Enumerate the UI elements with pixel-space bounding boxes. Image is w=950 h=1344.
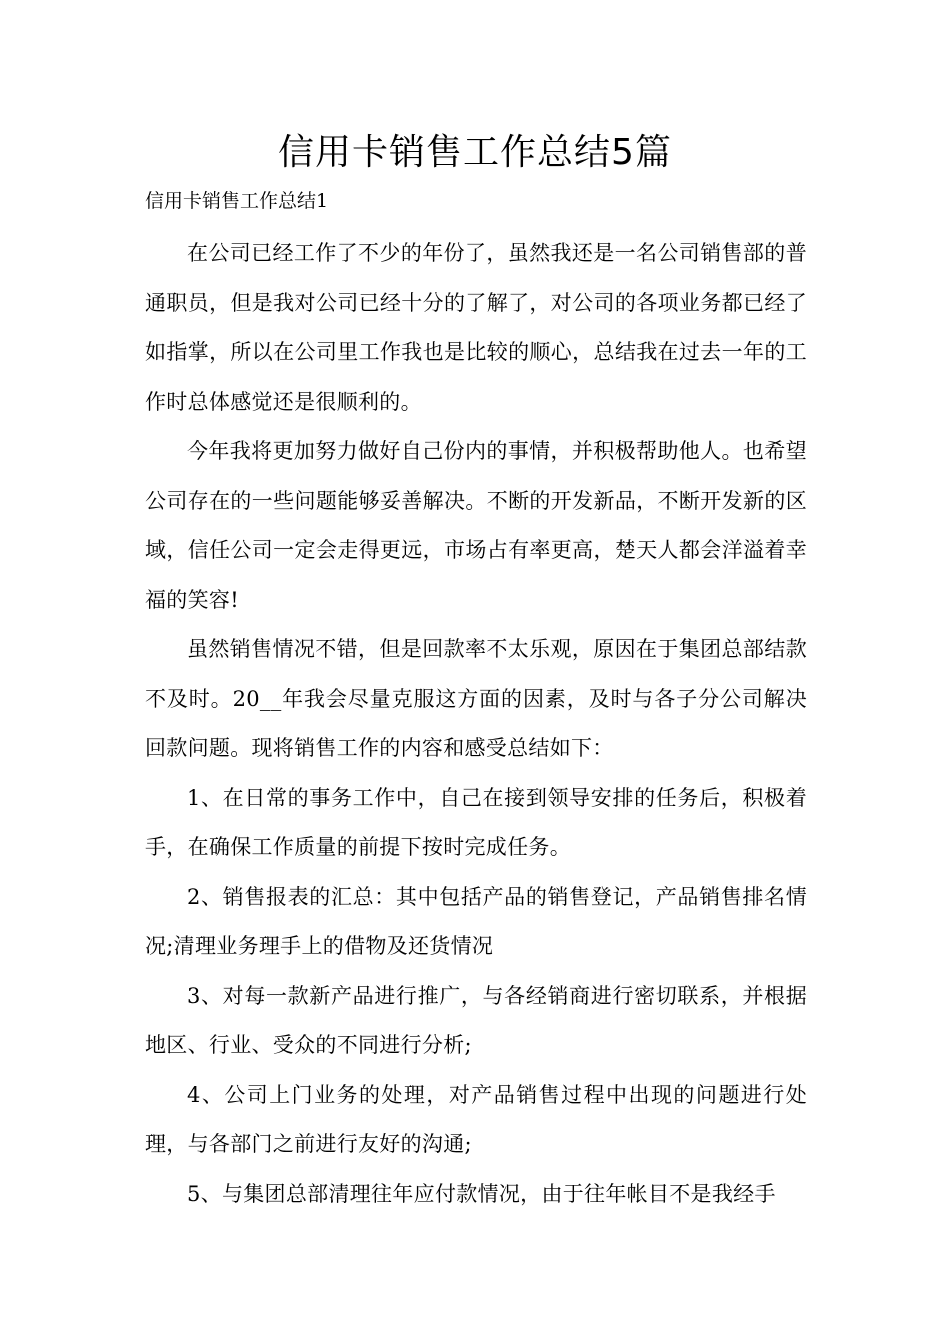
paragraph-2: 今年我将更加努力做好自己份内的事情，并积极帮助他人。也希望公司存在的一些问题能够妥善解决。不断的开发新品，不断开发新的区域，信任公司一定会走得更远，市场占有率更高，楚天人都会洋溢着幸福的笑容! [145, 439, 807, 612]
list-item-4: 4、公司上门业务的处理，对产品销售过程中出现的问题进行处理，与各部门之前进行友好的沟通; [145, 1082, 807, 1156]
document-title: 信用卡销售工作总结5篇 [278, 132, 672, 173]
document-body [145, 229, 807, 1219]
list-item-1: 1、在日常的事务工作中，自己在接到领导安排的任务后，积极着手，在确保工作质量的前提下按时完成任务。 [145, 785, 807, 859]
paragraph-1: 在公司已经工作了不少的年份了，虽然我还是一名公司销售部的普通职员，但是我对公司已经十分的了解了，对公司的各项业务都已经了如指掌，所以在公司里工作我也是比较的顺心，总结我在过去一年的工作时总体感觉还是很顺利的。 [145, 241, 807, 414]
list-item-5: 5、与集团总部清理往年应付款情况，由于往年帐目不是我经手 [187, 1181, 776, 1206]
section-heading: 信用卡销售工作总结1 [145, 190, 329, 212]
list-item-3: 3、对每一款新产品进行推广，与各经销商进行密切联系，并根据地区、行业、受众的不同进行分析; [145, 983, 807, 1057]
list-item-2: 2、销售报表的汇总：其中包括产品的销售登记，产品销售排名情况;清理业务理手上的借物及还货情况 [145, 884, 807, 958]
paragraph-3: 虽然销售情况不错，但是回款率不太乐观，原因在于集团总部结款不及时。20__年我会尽量克服这方面的因素，及时与各子分公司解决回款问题。现将销售工作的内容和感受总结如下： [145, 637, 807, 760]
